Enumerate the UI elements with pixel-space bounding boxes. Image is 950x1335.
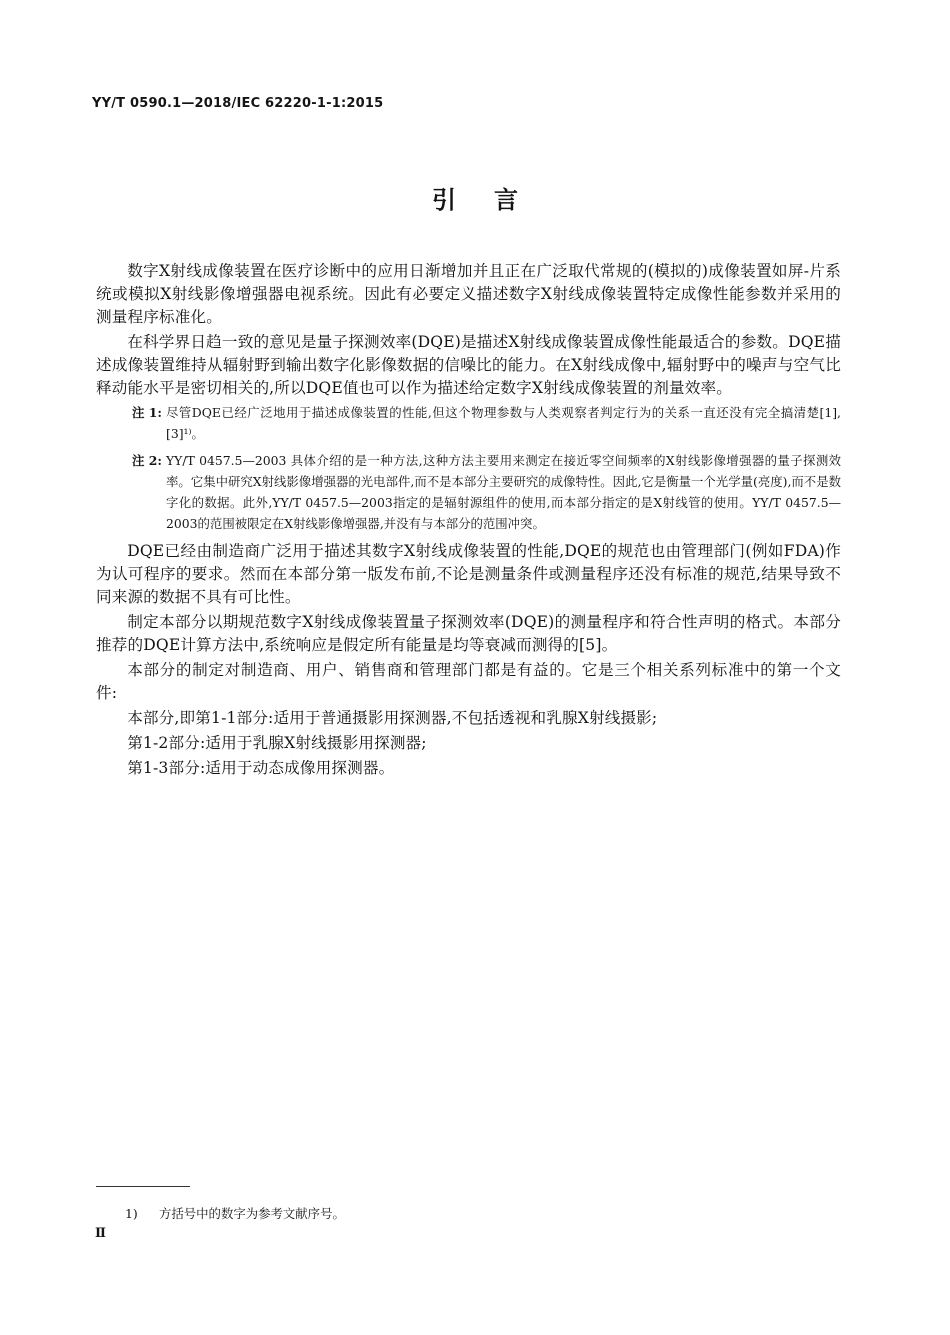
footnote	[125, 1204, 345, 1222]
standard-header: YY/T 0590.1—2018/IEC 62220-1-1:2015	[92, 96, 384, 111]
footnote-number: 1)	[125, 1206, 138, 1221]
footnote-text: 方括号中的数字为参考文献序号。	[159, 1206, 345, 1221]
note-2	[96, 450, 841, 534]
list-item-part-1-3: 第1-3部分:适用于动态成像用探测器。	[127, 759, 395, 777]
paragraph-5: 本部分的制定对制造商、用户、销售商和管理部门都是有益的。它是三个相关系列标准中的第一个文件:	[96, 661, 841, 702]
page-title: 引言	[432, 186, 556, 214]
footnote-divider	[96, 1186, 190, 1187]
note-2-text: YY/T 0457.5—2003 具体介绍的是一种方法,这种方法主要用来测定在接近零空间频率的X射线影像增强器的量子探测效率。它集中研究X射线影像增强器的光电部件,而不是本部分主要研究的成像特性。因此,它是衡量一个光学量(亮度),而不是数字化的数据。此外,YY/T 0457.5—2003指定的是辐射源组件的使用,而本部分指定的是X射线管的使用。YY/T 0457.5—2003的范围被限定在X射线影像增强器,并没有与本部分的范围冲突。	[166, 453, 841, 531]
paragraph-4: 制定本部分以期规范数字X射线成像装置量子探测效率(DQE)的测量程序和符合性声明的格式。本部分推荐的DQE计算方法中,系统响应是假定所有能量是均等衰减而测得的[5]。	[96, 613, 841, 654]
note-1	[96, 402, 841, 444]
paragraph-1: 数字X射线成像装置在医疗诊断中的应用日渐增加并且正在广泛取代常规的(模拟的)成像装置如屏-片系统或模拟X射线影像增强器电视系统。因此有必要定义描述数字X射线成像装置特定成像性能参数并采用的测量程序标准化。	[96, 262, 841, 326]
page-number: Ⅱ	[95, 1226, 106, 1241]
note-2-label: 注 2:	[132, 453, 162, 468]
document-body	[96, 260, 841, 782]
note-1-label: 注 1:	[132, 405, 162, 420]
list-item-part-1-1: 本部分,即第1-1部分:适用于普通摄影用探测器,不包括透视和乳腺X射线摄影;	[127, 709, 658, 727]
list-item-part-1-2: 第1-2部分:适用于乳腺X射线摄影用探测器;	[127, 734, 427, 752]
paragraph-2: 在科学界日趋一致的意见是量子探测效率(DQE)是描述X射线成像装置成像性能最适合的参数。DQE描述成像装置维持从辐射野到输出数字化影像数据的信噪比的能力。在X射线成像中,辐射野中的噪声与空气比释动能水平是密切相关的,所以DQE值也可以作为描述给定数字X射线成像装置的剂量效率。	[96, 333, 841, 397]
paragraph-3: DQE已经由制造商广泛用于描述其数字X射线成像装置的性能,DQE的规范也由管理部门(例如FDA)作为认可程序的要求。然而在本部分第一版发布前,不论是测量条件或测量程序还没有标准的规范,结果导致不同来源的数据不具有可比性。	[96, 542, 841, 606]
note-1-text: 尽管DQE已经广泛地用于描述成像装置的性能,但这个物理参数与人类观察者判定行为的关系一直还没有完全搞清楚[1],[3]¹⁾。	[166, 405, 841, 441]
